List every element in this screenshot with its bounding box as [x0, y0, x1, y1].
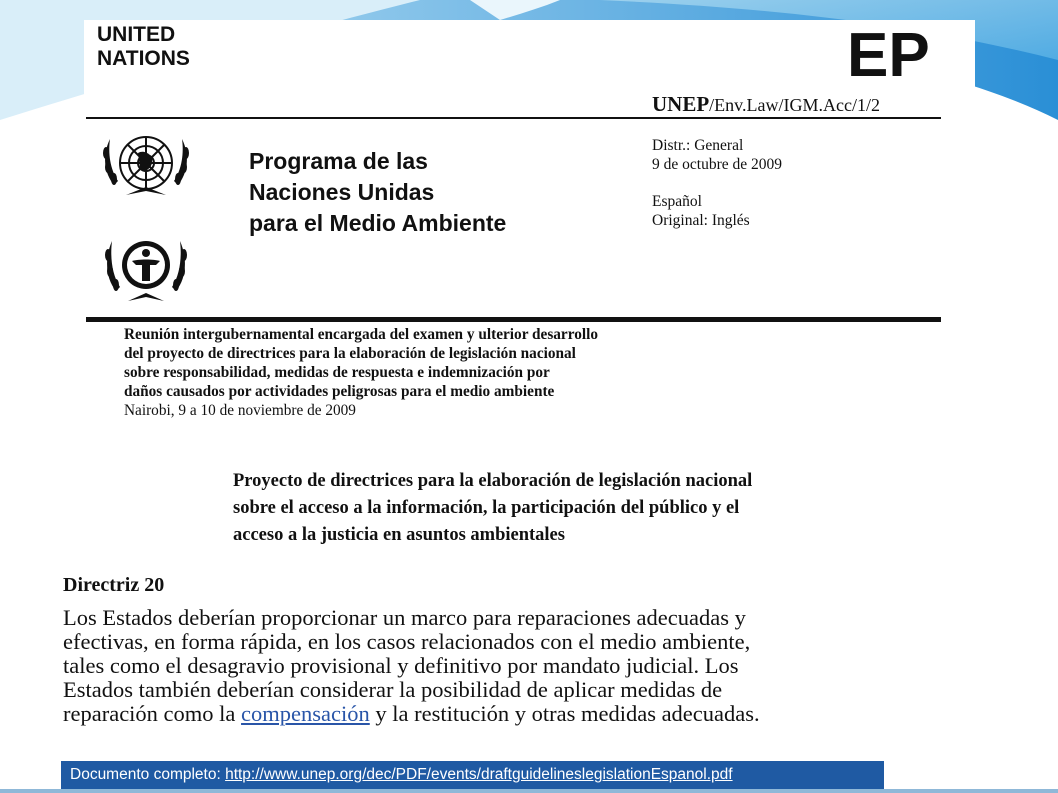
meeting-line: sobre responsabilidad, medidas de respuesta e indemnización por [124, 364, 550, 381]
directive-heading: Directriz 20 [63, 574, 165, 596]
meeting-line: daños causados por actividades peligrosas para el medio ambiente [124, 383, 555, 400]
document-title-line: Proyecto de directrices para la elaboración de legislación nacional [233, 471, 753, 491]
document-title-line: sobre el acceso a la información, la participación del público y el [233, 498, 740, 518]
directive-line: tales como el desagravio provisional y definitivo por mandato judicial. Los [63, 653, 739, 678]
header-rule [86, 117, 941, 119]
document-url-link[interactable]: http://www.unep.org/dec/PDF/events/draftguidelineslegislationEspanol.pdf [225, 766, 733, 783]
directive-line: Los Estados deberían proporcionar un marco para reparaciones adecuadas y [63, 605, 746, 630]
original-language: Original: Inglés [652, 212, 750, 229]
issue-date: 9 de octubre de 2009 [652, 156, 782, 173]
section-rule [86, 317, 941, 322]
language: Español [652, 193, 702, 210]
series-code: EP [847, 21, 930, 90]
footer-label: Documento completo: [70, 766, 226, 783]
compensation-link[interactable]: compensación [241, 701, 370, 726]
org-name-line2: NATIONS [97, 47, 190, 70]
symbol-suffix: /Env.Law/IGM.Acc/1/2 [709, 95, 880, 115]
meeting-line: del proyecto de directrices para la elaboración de legislación nacional [124, 345, 576, 362]
directive-section [63, 572, 983, 726]
footer-bar [61, 761, 884, 789]
symbol-prefix: UNEP [652, 92, 710, 116]
directive-line: Estados también deberían considerar la posibilidad de aplicar medidas de [63, 677, 723, 702]
program-name-line: Programa de las [249, 148, 428, 174]
document-title-line: acceso a la justicia en asuntos ambientales [233, 525, 565, 545]
directive-line: efectivas, en forma rápida, en los casos relacionados con el medio ambiente, [63, 629, 751, 654]
distribution: Distr.: General [652, 137, 744, 154]
meeting-line: Reunión intergubernamental encargada del examen y ulterior desarrollo [124, 326, 599, 343]
distribution-block [652, 136, 782, 230]
meeting-place: Nairobi, 9 a 10 de noviembre de 2009 [124, 402, 356, 419]
un-emblem-icon [96, 123, 196, 205]
document-scan [84, 20, 975, 552]
unep-emblem-icon [98, 225, 194, 309]
meeting-info [124, 325, 598, 420]
program-name-line: para el Medio Ambiente [249, 210, 507, 236]
program-name [249, 146, 506, 239]
org-name-line1: UNITED [97, 23, 176, 46]
directive-line-end: y la restitución y otras medidas adecuadas. [369, 701, 760, 726]
directive-line-start: reparación como la [63, 701, 242, 726]
document-title [233, 468, 752, 549]
program-name-line: Naciones Unidas [249, 179, 435, 205]
document-symbol [652, 92, 880, 117]
org-name [97, 23, 190, 71]
directive-body [63, 606, 983, 726]
